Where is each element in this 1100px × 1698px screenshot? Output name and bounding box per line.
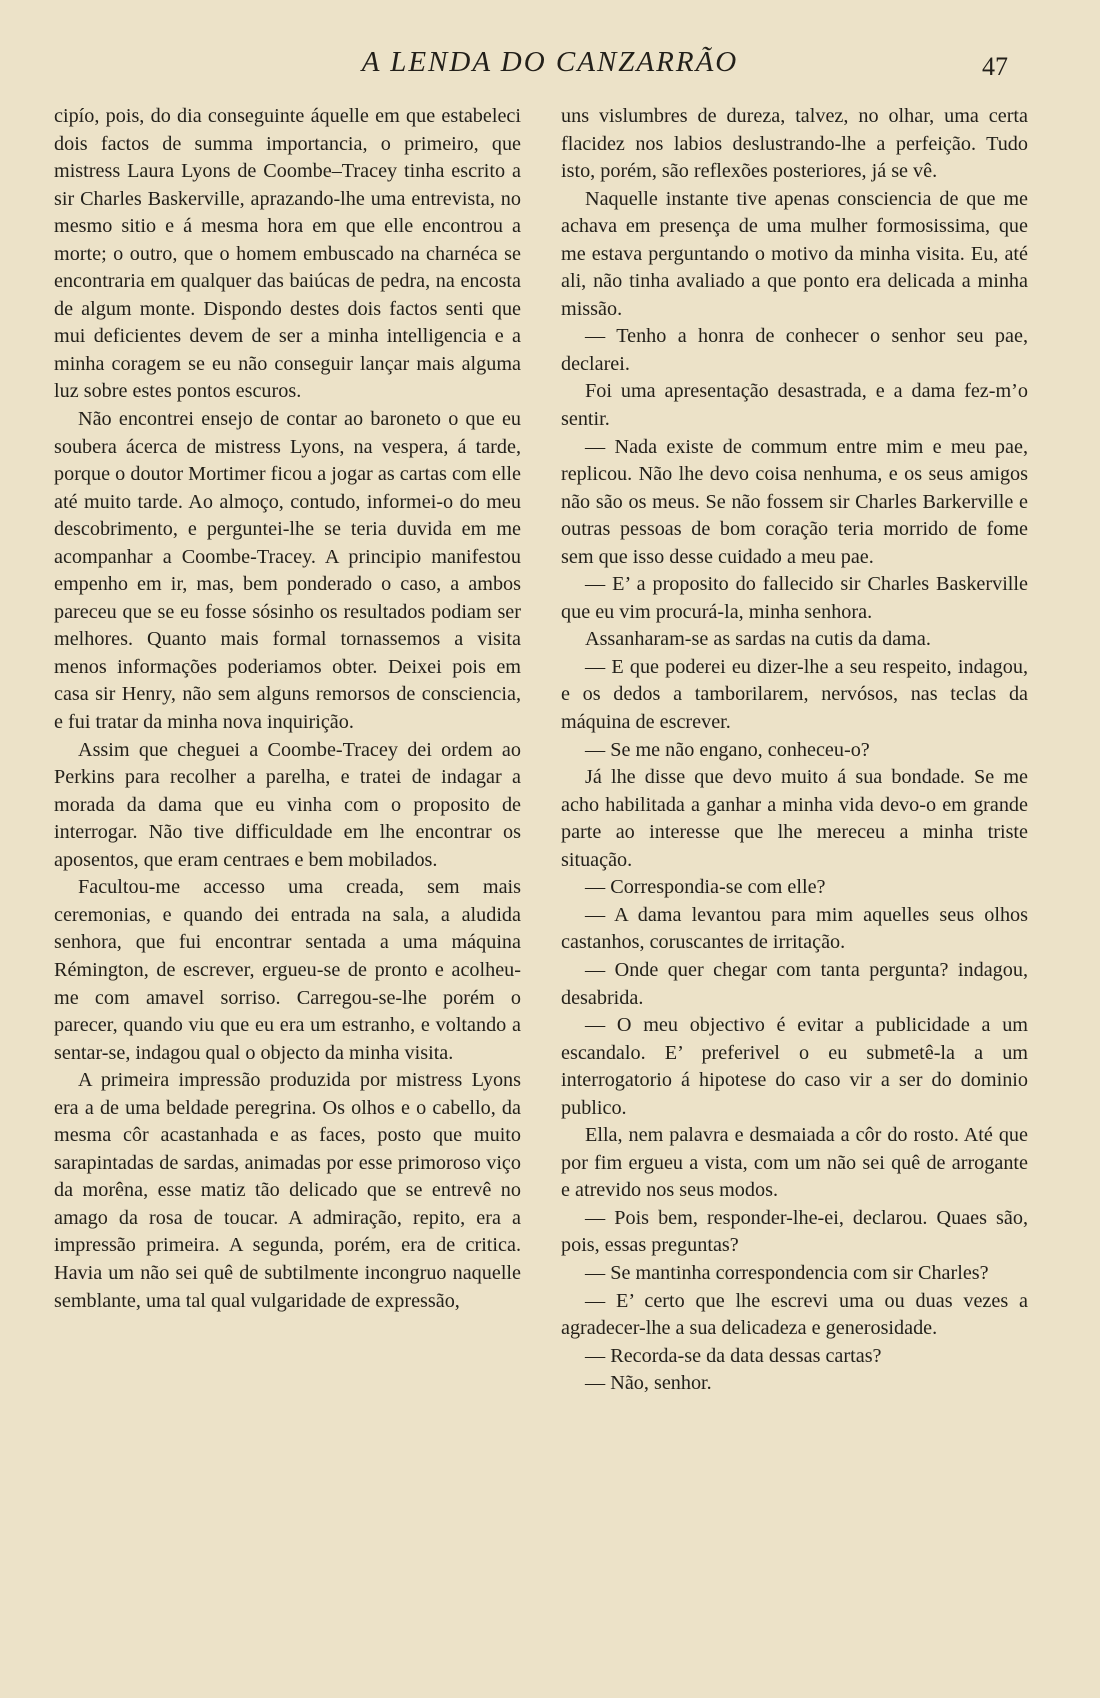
paragraph: — Recorda-se da data dessas cartas? [585,1344,882,1367]
paragraph: uns vislumbres de dureza, talvez, no olhar, uma certa flacidez nos labios deslustrando-lhe a perfeição. Tudo isto, porém, são reflexões posteriores, já se vê. [561,105,1028,183]
paragraph: — A dama levantou para mim aquelles seus olhos castanhos, coruscantes de irritação. [561,903,1028,954]
paragraph: Facultou-me accesso uma creada, sem mais ceremonias, e quando dei entrada na sala, a aludida senhora, que fui encontrar sentada a uma máquina Rémington, de escrever, ergueu-se de pronto e acolheu-me com amavel sorriso. Carregou-se-lhe porém o parecer, quando viu que eu era um estranho, e voltando a sentar-se, indagou qual o objecto da minha visita. [54,876,521,1064]
page-number: 47 [982,52,1008,81]
paragraph: Já lhe disse que devo muito á sua bondade. Se me acho habilitada a ganhar a minha vida devo-o em grande parte ao interesse que lhe mereceu a minha triste situação. [561,766,1028,871]
paragraph: — Não, senhor. [585,1372,712,1395]
paragraph: — Se mantinha correspondencia com sir Charles? [585,1261,989,1284]
paragraph: Ella, nem palavra e desmaiada a côr do rosto. Até que por fim ergueu a vista, com um não sei quê de arrogante e atrevido nos seus modos. [561,1124,1028,1202]
paragraph: — Onde quer chegar com tanta pergunta? indagou, desabrida. [561,958,1028,1009]
paragraph: cipío, pois, do dia conseguinte áquelle em que estabeleci dois factos de summa importancia, o primeiro, que mistress Laura Lyons de Coombe–Tracey tinha escrito a sir Charles Baskerville, aprazando-lhe uma entrevista, no mesmo sitio e á mesma hora em que elle encontrou a morte; o outro, que o homem embuscado na charnéca se encontraria em qualquer das baiúcas de pedra, na encosta de algum monte. Dispondo destes dois factos senti que mui deficientes devem de ser a minha intelligencia e a minha coragem se eu não conseguir lançar mais alguma luz sobre estes pontos escuros. [54,105,521,403]
left-text-column [54,103,521,1315]
paragraph: Foi uma apresentação desastrada, e a dama fez-m’o sentir. [561,380,1028,431]
paragraph: — Correspondia-se com elle? [585,876,826,899]
paragraph: Assanharam-se as sardas na cutis da dama. [585,628,931,651]
running-head-title: A LENDA DO CANZARRÃO [361,46,739,78]
paragraph: — Tenho a honra de conhecer o senhor seu pae, declarei. [561,325,1028,375]
paragraph: — E que poderei eu dizer-lhe a seu respeito, indagou, e os dedos a tamborilarem, nervósos, nas teclas da máquina de escrever. [561,655,1028,734]
paragraph: — E’ a proposito do fallecido sir Charles Baskerville que eu vim procurá-la, minha senhora. [561,573,1028,623]
paragraph: — Pois bem, responder-lhe-ei, declarou. Quaes são, pois, essas preguntas? [561,1206,1028,1257]
paragraph: Assim que cheguei a Coombe-Tracey dei ordem ao Perkins para recolher a parelha, e tratei de indagar a morada da dama que eu vinha com o proposito de interrogar. Não tive difficuldade em lhe encontrar os aposentos, que eram centraes e bem mobilados. [54,738,521,871]
paragraph: — O meu objectivo é evitar a publicidade a um escandalo. E’ preferivel o eu submetê-la a um interrogatorio á hipotese do caso vir a ser do dominio publico. [561,1014,1028,1119]
paragraph: — Se me não engano, conheceu-o? [585,738,870,761]
paragraph: — E’ certo que lhe escrevi uma ou duas vezes a agradecer-lhe a sua delicadeza e generosidade. [561,1289,1028,1340]
paragraph: — Nada existe de commum entre mim e meu pae, replicou. Não lhe devo coisa nenhuma, e os seus amigos não são os meus. Se não fossem sir Charles Barkerville e outras pessoas de bom coração teria morrido de fome sem que isso desse cuidado a meu pae. [561,435,1028,568]
right-text-column [561,103,1028,1398]
paragraph: A primeira impressão produzida por mistress Lyons era a de uma beldade peregrina. Os olhos e o cabello, da mesma côr acastanhada e as faces, posto que muito sarapintadas de sardas, animadas por esse primoroso viço da morêna, esse matiz tão delicado que se entrevê no amago da rosa de toucar. A admiração, repito, era a impressão primeira. A segunda, porém, era de critica. Havia um não sei quê de subtilmente incongruo naquelle semblante, uma tal qual vulgaridade de expressão, [54,1069,521,1312]
running-head [0,38,1100,88]
paragraph: Não encontrei ensejo de contar ao baroneto o que eu soubera ácerca de mistress Lyons, na vespera, á tarde, porque o doutor Mortimer ficou a jogar as cartas com elle até muito tarde. Ao almoço, contudo, informei-o do meu descobrimento, e perguntei-lhe se teria duvida em me acompanhar a Coombe-Tracey. A principio manifestou empenho em ir, mas, bem ponderado o caso, a ambos pareceu que se eu fosse sósinho os resultados podiam ser melhores. Quanto mais formal tornassemos a visita menos informações poderiamos obter. Deixei pois em casa sir Henry, não sem alguns remorsos de consciencia, e fui tratar da minha nova inquirição. [54,408,521,734]
paragraph: Naquelle instante tive apenas consciencia de que me achava em presença de uma mulher formosissima, que me estava perguntando o motivo da minha visita. Eu, até ali, não tinha avaliado a que ponto era delicada a minha missão. [561,187,1028,320]
